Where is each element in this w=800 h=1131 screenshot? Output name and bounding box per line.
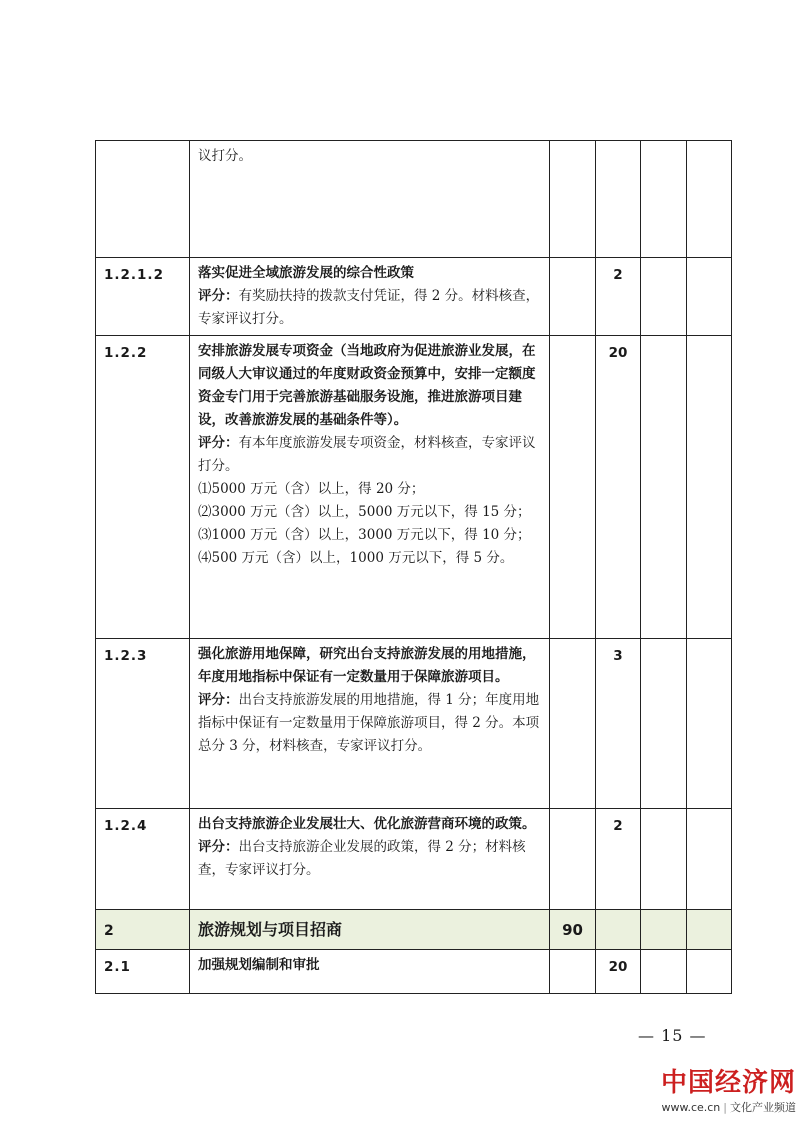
item-index: 2.1 — [96, 950, 190, 994]
watermark — [648, 1068, 796, 1116]
page-number: — 15 — — [638, 1026, 707, 1045]
score-cell — [641, 950, 687, 994]
watermark-logo-text: 中国经济网 — [660, 1068, 796, 1098]
score-cell — [687, 336, 732, 639]
table-row — [96, 336, 732, 639]
score-cell — [687, 910, 732, 950]
scoring-text: 有奖励扶持的拨款支付凭证，得 2 分。材料核查，专家评议打分。 — [198, 288, 540, 327]
score-cell — [687, 809, 732, 910]
item-content — [190, 809, 550, 910]
score-cell — [641, 910, 687, 950]
scoring-text: 有本年度旅游发展专项资金，材料核查，专家评议打分。 — [198, 435, 536, 474]
list-item: ⑶1000 万元（含）以上，3000 万元以下，得 10 分； — [198, 527, 531, 543]
item-title: 安排旅游发展专项资金（当地政府为促进旅游业发展，在同级人大审议通过的年度财政资金预算中，安排一定额度资金专门用于完善旅游基础服务设施，推进旅游项目建设，改善旅游发展的基础条件等）。 — [198, 343, 536, 428]
table-row — [96, 809, 732, 910]
score-cell — [550, 639, 596, 809]
score-cell — [641, 809, 687, 910]
item-title: 加强规划编制和审批 — [198, 957, 320, 973]
score-cell — [596, 141, 641, 258]
item-content — [190, 141, 550, 258]
watermark-channel: 文化产业频道 — [730, 1101, 796, 1114]
score-cell — [687, 639, 732, 809]
section-row — [96, 910, 732, 950]
scoring-label: 评分： — [198, 435, 239, 451]
table-row — [96, 258, 732, 336]
score-cell — [687, 141, 732, 258]
score-cell — [550, 950, 596, 994]
item-index: 1.2.1.2 — [96, 258, 190, 336]
score-cell — [550, 336, 596, 639]
item-index — [96, 141, 190, 258]
item-content — [190, 950, 550, 994]
watermark-divider: | — [723, 1101, 727, 1114]
score-cell — [641, 639, 687, 809]
scoring-text: 出台支持旅游企业发展的政策，得 2 分；材料核查，专家评议打分。 — [198, 839, 526, 878]
table-row — [96, 639, 732, 809]
score-cell — [641, 141, 687, 258]
scoring-label: 评分： — [198, 692, 239, 708]
item-index: 1.2.4 — [96, 809, 190, 910]
score-cell — [550, 258, 596, 336]
item-title: 强化旅游用地保障，研究出台支持旅游发展的用地措施，年度用地指标中保证有一定数量用于保障旅游项目。 — [198, 646, 536, 685]
item-content — [190, 258, 550, 336]
scoring-text: 出台支持旅游发展的用地措施，得 1 分；年度用地指标中保证有一定数量用于保障旅游项目，得 2 分。本项总分 3 分，材料核查，专家评议打分。 — [198, 692, 540, 754]
score-value: 20 — [596, 950, 641, 994]
score-cell — [550, 141, 596, 258]
section-index: 2 — [96, 910, 190, 950]
list-item: ⑵3000 万元（含）以上，5000 万元以下，得 15 分； — [198, 504, 531, 520]
table-row — [96, 950, 732, 994]
item-content — [190, 639, 550, 809]
score-value: 2 — [596, 809, 641, 910]
score-value: 2 — [596, 258, 641, 336]
score-cell — [687, 950, 732, 994]
item-index: 1.2.3 — [96, 639, 190, 809]
watermark-url: www.ce.cn — [661, 1101, 721, 1114]
score-cell — [596, 910, 641, 950]
item-text: 议打分。 — [198, 148, 252, 164]
section-title: 旅游规划与项目招商 — [190, 910, 550, 950]
score-value: 20 — [596, 336, 641, 639]
scoring-label: 评分： — [198, 839, 239, 855]
item-content — [190, 336, 550, 639]
section-score: 90 — [550, 910, 596, 950]
item-title: 出台支持旅游企业发展壮大、优化旅游营商环境的政策。 — [198, 816, 536, 832]
list-item: ⑴5000 万元（含）以上，得 20 分； — [198, 481, 425, 497]
item-title: 落实促进全域旅游发展的综合性政策 — [198, 265, 414, 281]
score-cell — [687, 258, 732, 336]
score-cell — [641, 336, 687, 639]
scoring-table — [95, 140, 732, 994]
score-cell — [641, 258, 687, 336]
watermark-subtitle — [648, 1100, 796, 1116]
scoring-label: 评分： — [198, 288, 239, 304]
list-item: ⑷500 万元（含）以上，1000 万元以下，得 5 分。 — [198, 550, 514, 566]
table-row — [96, 141, 732, 258]
score-cell — [550, 809, 596, 910]
score-value: 3 — [596, 639, 641, 809]
item-index: 1.2.2 — [96, 336, 190, 639]
